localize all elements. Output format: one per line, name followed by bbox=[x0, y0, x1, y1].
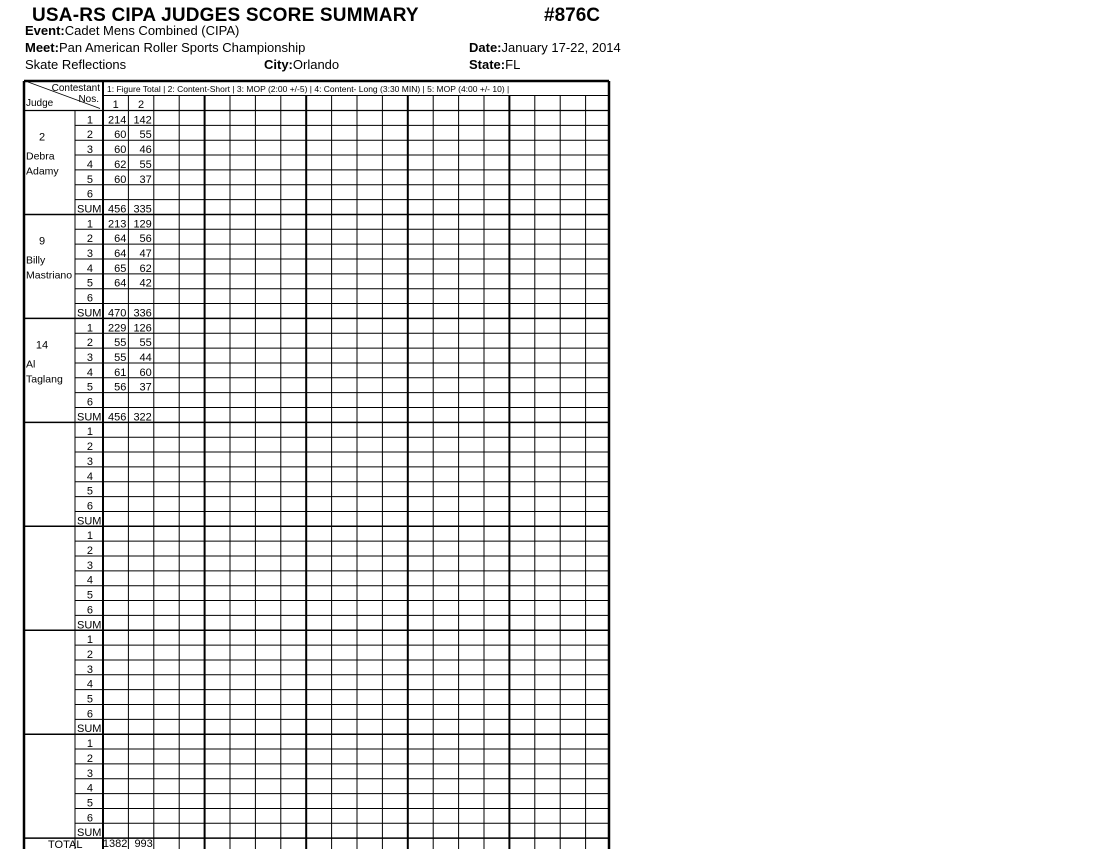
meet-value: Pan American Roller Sports Championship bbox=[58, 40, 306, 55]
row-number: 6 bbox=[86, 500, 93, 513]
row-number: 6 bbox=[86, 812, 93, 825]
row-number: 5 bbox=[86, 381, 93, 394]
judge-last-name: Taglang bbox=[26, 373, 63, 386]
judge-first-name: Al bbox=[26, 358, 36, 371]
row-number: 5 bbox=[86, 693, 93, 706]
sum-label: SUM bbox=[77, 203, 102, 216]
row-number: 6 bbox=[86, 188, 93, 201]
contestant-number: 1 bbox=[112, 99, 119, 111]
row-number: 4 bbox=[86, 470, 93, 483]
date-label: Date: bbox=[469, 40, 502, 55]
row-number: 6 bbox=[86, 604, 93, 617]
score-cell: 60 bbox=[114, 173, 127, 186]
row-number: 5 bbox=[86, 277, 93, 290]
row-number: 4 bbox=[86, 574, 93, 587]
row-number: 5 bbox=[86, 173, 93, 186]
total-label: TOTAL bbox=[48, 839, 83, 850]
score-cell: 37 bbox=[139, 173, 152, 186]
score-cell: 60 bbox=[139, 366, 152, 379]
score-cell: 456 bbox=[108, 203, 127, 216]
row-number: 5 bbox=[86, 797, 93, 810]
score-cell: 55 bbox=[114, 351, 127, 364]
sum-label: SUM bbox=[77, 411, 102, 424]
row-number: 6 bbox=[86, 396, 93, 409]
score-cell: 56 bbox=[139, 233, 152, 246]
score-cell: 64 bbox=[114, 233, 127, 246]
score-cell: 64 bbox=[114, 277, 127, 290]
score-cell: 65 bbox=[114, 262, 127, 275]
row-number: 4 bbox=[86, 158, 93, 171]
score-cell: 60 bbox=[114, 129, 127, 142]
score-cell: 55 bbox=[139, 129, 152, 142]
row-number: 1 bbox=[86, 738, 93, 751]
row-number: 4 bbox=[86, 262, 93, 275]
score-cell: 42 bbox=[139, 277, 152, 290]
row-number: 1 bbox=[86, 530, 93, 543]
score-cell: 55 bbox=[139, 337, 152, 350]
score-cell: 229 bbox=[108, 322, 127, 335]
row-number: 2 bbox=[86, 545, 93, 557]
judge-first-name: Debra bbox=[26, 150, 55, 163]
total-cell: 993 bbox=[134, 838, 153, 850]
judge-first-name: Billy bbox=[26, 254, 46, 267]
sum-label: SUM bbox=[77, 827, 102, 840]
city-label: City: bbox=[264, 57, 293, 72]
score-cell: 129 bbox=[133, 218, 152, 231]
row-number: 1 bbox=[86, 322, 93, 335]
row-number: 3 bbox=[86, 144, 93, 157]
judge-number: 14 bbox=[35, 339, 49, 352]
judge-last-name: Adamy bbox=[26, 165, 59, 178]
sum-label: SUM bbox=[77, 307, 102, 320]
score-cell: 335 bbox=[133, 203, 152, 216]
row-number: 2 bbox=[86, 129, 93, 142]
score-cell: 61 bbox=[114, 366, 127, 379]
score-cell: 126 bbox=[133, 322, 152, 335]
page-title: USA-RS CIPA JUDGES SCORE SUMMARY bbox=[32, 5, 419, 26]
score-cell: 55 bbox=[114, 337, 127, 350]
row-number: 1 bbox=[86, 218, 93, 231]
row-number: 3 bbox=[86, 767, 93, 780]
row-number: 5 bbox=[86, 589, 93, 602]
row-number: 6 bbox=[86, 708, 93, 721]
score-cell: 62 bbox=[139, 262, 152, 275]
judge-number: 9 bbox=[38, 235, 46, 248]
judge-last-name: Mastriano bbox=[26, 269, 73, 282]
score-cell: 60 bbox=[114, 144, 127, 157]
row-number: 2 bbox=[86, 752, 93, 765]
judge-number: 2 bbox=[38, 131, 46, 144]
date-value: January 17-22, 2014 bbox=[501, 40, 621, 55]
city-value: Orlando bbox=[292, 57, 340, 72]
score-cell: 322 bbox=[133, 411, 152, 424]
row-number: 6 bbox=[86, 292, 93, 305]
row-number: 4 bbox=[86, 782, 93, 795]
meet-label: Meet: bbox=[25, 40, 59, 55]
score-cell: 37 bbox=[139, 381, 152, 394]
row-number: 1 bbox=[86, 114, 93, 127]
form-number: #876C bbox=[544, 5, 600, 26]
score-cell: 213 bbox=[108, 218, 127, 231]
contestant-label: Contestant bbox=[51, 83, 100, 94]
event-label: Event: bbox=[25, 23, 65, 38]
row-number: 1 bbox=[86, 426, 93, 439]
row-number: 3 bbox=[86, 663, 93, 676]
score-cell: 214 bbox=[108, 114, 127, 127]
row-number: 1 bbox=[86, 634, 93, 647]
row-number: 2 bbox=[86, 648, 93, 661]
row-number: 4 bbox=[86, 678, 93, 691]
sum-label: SUM bbox=[77, 515, 102, 528]
judge-label: Judge bbox=[26, 98, 54, 109]
score-cell: 55 bbox=[139, 158, 152, 171]
contestant-number: 2 bbox=[138, 99, 145, 111]
row-number: 5 bbox=[86, 485, 93, 498]
score-cell: 336 bbox=[133, 307, 152, 320]
event-value: Cadet Mens Combined (CIPA) bbox=[64, 23, 240, 38]
score-cell: 470 bbox=[108, 307, 127, 320]
score-cell: 64 bbox=[114, 248, 127, 260]
venue: Skate Reflections bbox=[25, 57, 127, 72]
row-number: 2 bbox=[86, 233, 93, 246]
row-number: 3 bbox=[86, 559, 93, 572]
column-legend: 1: Figure Total | 2: Content-Short | 3: MOP (2:00 +/-5) | 4: Content- Long (3:30 MIN) | 5: MOP (4:00 +/- 10) | bbox=[107, 84, 510, 94]
state-label: State: bbox=[469, 57, 506, 72]
total-cell: 1382 bbox=[102, 838, 128, 850]
state-value: FL bbox=[505, 57, 521, 72]
row-number: 2 bbox=[86, 337, 93, 350]
sum-label: SUM bbox=[77, 723, 102, 736]
score-cell: 47 bbox=[139, 248, 152, 260]
row-number: 3 bbox=[86, 351, 93, 364]
score-cell: 46 bbox=[139, 144, 152, 157]
score-cell: 44 bbox=[139, 351, 152, 364]
score-cell: 456 bbox=[108, 411, 127, 424]
score-cell: 56 bbox=[114, 381, 127, 394]
score-cell: 142 bbox=[133, 114, 152, 127]
row-number: 3 bbox=[86, 455, 93, 468]
sum-label: SUM bbox=[77, 619, 102, 632]
nos-label: Nos. bbox=[78, 94, 99, 105]
score-cell: 62 bbox=[114, 158, 127, 171]
row-number: 2 bbox=[86, 441, 93, 454]
row-number: 3 bbox=[86, 248, 93, 260]
row-number: 4 bbox=[86, 366, 93, 379]
